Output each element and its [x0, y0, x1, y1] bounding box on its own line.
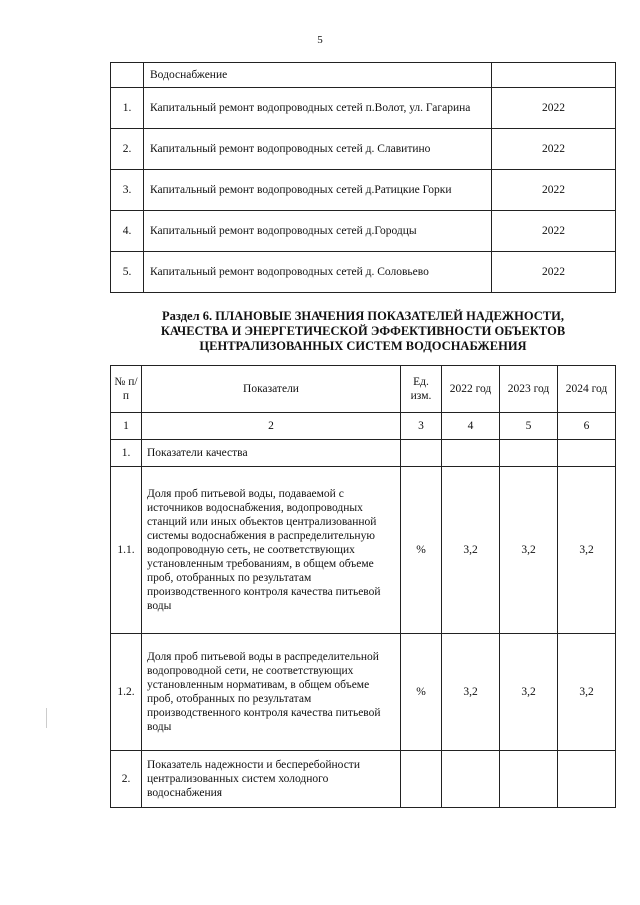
indicators-table	[110, 365, 616, 808]
table-row	[111, 467, 616, 634]
row-number: 1.2.	[111, 634, 142, 751]
indicator-value-2023: 3,2	[500, 634, 558, 751]
indicator-name: Доля проб питьевой воды в распределительной водопроводной сети, не соответствующих установленным нормативам, в общем объеме проб, отобранных по результатам производственного контроля качества питьевой воды	[142, 634, 401, 751]
header-2023: 2023 год	[500, 366, 558, 413]
work-year: 2022	[492, 252, 616, 293]
works-header-year-cell	[492, 63, 616, 88]
indicator-value-2022	[442, 440, 500, 467]
indicator-value-2023: 3,2	[500, 467, 558, 634]
work-year: 2022	[492, 170, 616, 211]
work-year: 2022	[492, 211, 616, 252]
work-year: 2022	[492, 129, 616, 170]
header-2024: 2024 год	[558, 366, 616, 413]
column-number: 5	[500, 413, 558, 440]
indicator-name: Доля проб питьевой воды, подаваемой с источников водоснабжения, водопроводных станций или иных объектов централизованной системы водоснабжения в распределительную водопроводную сеть, не соответствующих установленным требованиям, в общем объеме проб, отобранных по результатам производственного контроля качества питьевой воды	[142, 467, 401, 634]
indicator-unit: %	[401, 634, 442, 751]
indicator-name: Показатели качества	[142, 440, 401, 467]
work-name: Капитальный ремонт водопроводных сетей п.Волот, ул. Гагарина	[144, 88, 492, 129]
work-name: Капитальный ремонт водопроводных сетей д. Славитино	[144, 129, 492, 170]
table-row	[111, 88, 616, 129]
indicator-unit	[401, 751, 442, 808]
indicator-value-2022: 3,2	[442, 634, 500, 751]
indicator-value-2024: 3,2	[558, 634, 616, 751]
table-row	[111, 211, 616, 252]
table-row	[111, 751, 616, 808]
indicator-unit: %	[401, 467, 442, 634]
column-number: 6	[558, 413, 616, 440]
works-table-header-row	[111, 63, 616, 88]
row-number: 2.	[111, 129, 144, 170]
indicator-value-2024: 3,2	[558, 467, 616, 634]
row-number: 1.	[111, 440, 142, 467]
section-heading-line: ЦЕНТРАЛИЗОВАННЫХ СИСТЕМ ВОДОСНАБЖЕНИЯ	[199, 339, 527, 353]
indicator-value-2023	[500, 440, 558, 467]
indicators-header-row	[111, 366, 616, 413]
indicator-value-2022: 3,2	[442, 467, 500, 634]
table-row	[111, 170, 616, 211]
work-year: 2022	[492, 88, 616, 129]
indicator-value-2024	[558, 751, 616, 808]
indicator-unit	[401, 440, 442, 467]
works-header-label: Водоснабжение	[144, 63, 492, 88]
table-row	[111, 252, 616, 293]
header-name: Показатели	[142, 366, 401, 413]
column-number: 3	[401, 413, 442, 440]
row-number: 1.1.	[111, 467, 142, 634]
column-numbers-row	[111, 413, 616, 440]
row-number: 2.	[111, 751, 142, 808]
works-header-num-cell	[111, 63, 144, 88]
column-number: 2	[142, 413, 401, 440]
work-name: Капитальный ремонт водопроводных сетей д.Городцы	[144, 211, 492, 252]
header-num: № п/п	[111, 366, 142, 413]
indicator-value-2023	[500, 751, 558, 808]
table-row	[111, 634, 616, 751]
indicator-value-2022	[442, 751, 500, 808]
scan-margin-mark	[46, 708, 47, 728]
work-name: Капитальный ремонт водопроводных сетей д. Соловьево	[144, 252, 492, 293]
works-table	[110, 62, 616, 293]
header-unit: Ед. изм.	[401, 366, 442, 413]
section-heading-line: Раздел 6. ПЛАНОВЫЕ ЗНАЧЕНИЯ ПОКАЗАТЕЛЕЙ НАДЕЖНОСТИ,	[162, 309, 564, 323]
table-row	[111, 129, 616, 170]
column-number: 4	[442, 413, 500, 440]
table-row	[111, 440, 616, 467]
section-heading-line: КАЧЕСТВА И ЭНЕРГЕТИЧЕСКОЙ ЭФФЕКТИВНОСТИ ОБЪЕКТОВ	[160, 324, 566, 338]
section-heading	[110, 309, 616, 354]
row-number: 3.	[111, 170, 144, 211]
page-number: 5	[317, 34, 323, 46]
row-number: 1.	[111, 88, 144, 129]
column-number: 1	[111, 413, 142, 440]
indicator-name: Показатель надежности и бесперебойности централизованных систем холодного водоснабжения	[142, 751, 401, 808]
work-name: Капитальный ремонт водопроводных сетей д.Ратицкие Горки	[144, 170, 492, 211]
header-2022: 2022 год	[442, 366, 500, 413]
row-number: 4.	[111, 211, 144, 252]
indicator-value-2024	[558, 440, 616, 467]
row-number: 5.	[111, 252, 144, 293]
